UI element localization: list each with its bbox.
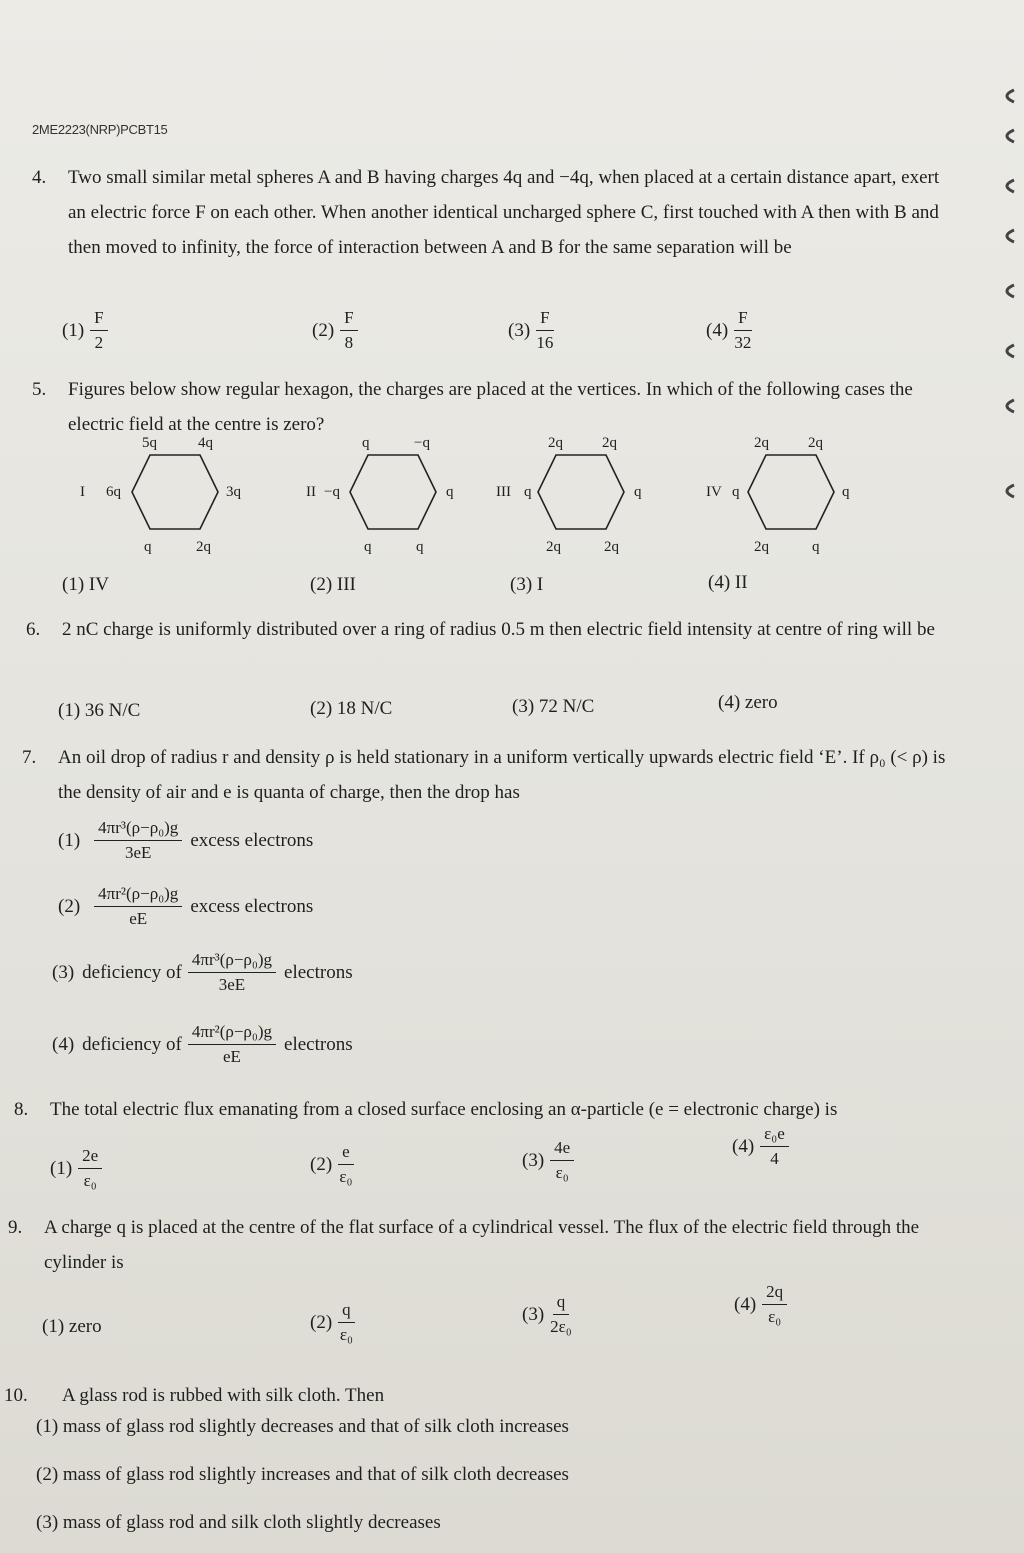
numerator: ε₀e <box>760 1124 789 1147</box>
question-8 <box>14 1092 964 1127</box>
option-label: (2) <box>310 698 333 719</box>
option-label: (2) <box>310 574 333 595</box>
denominator: 2ε₀ <box>550 1317 572 1336</box>
question-text: The total electric flux emanating from a closed surface enclosing an α-particle (e = electronic charge) is <box>50 1099 838 1120</box>
numerator: F <box>90 308 107 331</box>
option-1[interactable] <box>62 308 108 353</box>
option-4[interactable] <box>718 692 778 714</box>
option-text: zero <box>68 1316 102 1337</box>
numerator: q <box>553 1292 570 1315</box>
option-suffix: electrons <box>284 1033 353 1055</box>
option-label: (1) <box>50 1157 73 1179</box>
fraction <box>340 308 357 353</box>
option-label: (1) <box>58 829 81 851</box>
option-text: II <box>734 572 748 593</box>
fraction <box>78 1146 102 1191</box>
charge-label: 2q <box>808 435 823 451</box>
charge-label: 2q <box>548 435 563 451</box>
binding-rings <box>992 70 1022 550</box>
option-2[interactable] <box>310 1300 355 1345</box>
charge-label: 3q <box>226 484 241 500</box>
numerator: 4πr²(ρ−ρ₀)g <box>94 884 182 907</box>
denominator: 3eE <box>125 843 152 862</box>
option-3[interactable] <box>510 574 543 596</box>
option-2[interactable] <box>310 574 356 596</box>
option-suffix: electrons <box>284 961 353 983</box>
option-label: (4) <box>718 692 741 713</box>
fraction <box>550 1292 572 1337</box>
option-3[interactable] <box>522 1138 574 1183</box>
numerator: 4e <box>550 1138 574 1161</box>
question-number: 5. <box>32 379 47 400</box>
figure-id: II <box>306 484 316 500</box>
numerator: q <box>338 1300 355 1323</box>
option-label: (2) <box>310 1311 333 1333</box>
option-1[interactable] <box>62 574 109 596</box>
option-label: (2) <box>58 895 81 917</box>
option-text: 18 N/C <box>336 698 393 719</box>
charge-label: q <box>446 484 454 500</box>
fraction <box>338 1142 354 1187</box>
question-number: 6. <box>26 619 41 640</box>
option-label: (1) <box>58 700 81 721</box>
denominator: 2 <box>94 333 104 352</box>
fraction <box>94 884 182 929</box>
charge-label: q <box>362 435 370 451</box>
question-10 <box>4 1378 904 1413</box>
question-text: Figures below show regular hexagon, the charges are placed at the vertices. In which of the following cases the electric field at the centre is zero? <box>68 379 913 435</box>
charge-label: q <box>144 539 152 555</box>
option-label: (4) <box>708 572 731 593</box>
option-label: (1) <box>62 574 85 595</box>
option-3[interactable] <box>508 308 554 353</box>
denominator: ε₀ <box>768 1307 782 1326</box>
question-number: 8. <box>14 1099 29 1120</box>
charge-label: 5q <box>142 435 157 451</box>
question-number: 7. <box>22 747 37 768</box>
option-label: (3) <box>52 961 75 983</box>
denominator: eE <box>129 909 148 928</box>
fraction <box>762 1282 787 1327</box>
denominator: ε₀ <box>555 1163 569 1182</box>
numerator: 4πr²(ρ−ρ₀)g <box>188 1022 276 1045</box>
denominator: ε₀ <box>339 1167 353 1186</box>
option-suffix: excess electrons <box>190 895 314 917</box>
fraction <box>338 1300 355 1345</box>
fraction <box>188 1022 276 1067</box>
option-2[interactable] <box>310 1142 354 1187</box>
hexagon-figure-III <box>494 435 674 565</box>
hexagon-figure-II <box>306 435 506 565</box>
question-number: 4. <box>32 167 47 188</box>
numerator: F <box>536 308 553 331</box>
option-label: (3) <box>510 574 533 595</box>
charge-label: q <box>732 484 740 500</box>
question-7 <box>22 740 952 810</box>
charge-label: 2q <box>546 539 561 555</box>
option-label: (2) <box>310 1153 333 1175</box>
option-3[interactable] <box>36 1512 441 1534</box>
option-2[interactable] <box>312 308 358 353</box>
option-4[interactable] <box>732 1124 789 1169</box>
option-3[interactable] <box>52 950 353 995</box>
option-label: (1) <box>62 319 85 341</box>
option-1[interactable] <box>58 700 140 722</box>
option-label: (4) <box>732 1135 755 1157</box>
option-2[interactable] <box>310 698 392 720</box>
charge-label: 4q <box>198 435 213 451</box>
numerator: F <box>340 308 357 331</box>
denominator: ε₀ <box>339 1325 353 1344</box>
numerator: F <box>734 308 751 331</box>
paper-code: 2ME2223(NRP)PCBT15 <box>32 122 168 137</box>
question-5 <box>32 372 942 442</box>
question-9 <box>8 1210 978 1280</box>
fraction <box>536 308 553 353</box>
charge-label: q <box>812 539 820 555</box>
option-label: (3) <box>512 696 535 717</box>
option-text: mass of glass rod slightly decreases and that of silk cloth increases <box>62 1416 569 1437</box>
option-prefix: deficiency of <box>82 961 182 983</box>
option-text: III <box>336 574 356 595</box>
numerator: 4πr³(ρ−ρ₀)g <box>94 818 182 841</box>
charge-label: 2q <box>602 435 617 451</box>
charge-label: q <box>364 539 372 555</box>
fraction <box>760 1124 789 1169</box>
option-label: (3) <box>522 1303 545 1325</box>
fraction <box>550 1138 574 1183</box>
option-4[interactable] <box>706 308 752 353</box>
numerator: 2e <box>78 1146 102 1169</box>
fraction <box>90 308 107 353</box>
option-3[interactable] <box>512 696 594 718</box>
fraction <box>188 950 276 995</box>
option-1[interactable] <box>36 1416 569 1438</box>
numerator: e <box>338 1142 354 1165</box>
question-text: An oil drop of radius r and density ρ is held stationary in a uniform vertically upwards electric field ‘E’. If ρ₀ (< ρ) is the density of air and e is quanta of charge, then the drop has <box>58 747 946 803</box>
question-number: 10. <box>4 1385 28 1406</box>
figure-id: III <box>496 484 511 500</box>
option-4[interactable] <box>734 1282 787 1327</box>
option-2[interactable] <box>58 884 313 929</box>
charge-label: 2q <box>604 539 619 555</box>
option-label: (1) <box>36 1416 59 1437</box>
hexagon-shape <box>704 435 884 565</box>
question-text: Two small similar metal spheres A and B having charges 4q and −4q, when placed at a certain distance apart, exert an electric force F on each other. When another identical uncharged sphere C, first touched with A then with B and then moved to infinity, the force of interaction between A and B for the same separation will be <box>68 167 940 258</box>
option-label: (3) <box>522 1149 545 1171</box>
denominator: eE <box>222 1047 241 1066</box>
denominator: ε₀ <box>83 1171 97 1190</box>
charge-label: 6q <box>106 484 121 500</box>
question-text: 2 nC charge is uniformly distributed over a ring of radius 0.5 m then electric field intensity at centre of ring will be <box>62 619 935 640</box>
numerator: 2q <box>762 1282 787 1305</box>
option-label: (4) <box>52 1033 75 1055</box>
denominator: 32 <box>734 333 752 352</box>
option-text: 72 N/C <box>538 696 595 717</box>
option-2[interactable] <box>36 1464 569 1486</box>
option-text: 36 N/C <box>84 700 141 721</box>
charge-label: −q <box>324 484 340 500</box>
figure-id: IV <box>706 484 722 500</box>
hexagon-figure-IV <box>704 435 884 565</box>
option-4[interactable] <box>708 572 748 594</box>
option-text: I <box>536 574 544 595</box>
charge-label: q <box>524 484 532 500</box>
denominator: 4 <box>770 1149 779 1168</box>
charge-label: q <box>842 484 850 500</box>
fraction <box>94 818 182 863</box>
denominator: 16 <box>536 333 554 352</box>
option-1[interactable] <box>58 818 313 863</box>
option-label: (4) <box>734 1293 757 1315</box>
option-text: zero <box>744 692 778 713</box>
denominator: 3eE <box>218 975 246 994</box>
question-6 <box>26 612 946 647</box>
numerator: 4πr³(ρ−ρ₀)g <box>188 950 276 973</box>
option-text: IV <box>88 574 109 595</box>
hexagon-shape <box>494 435 674 565</box>
charge-label: 2q <box>754 435 769 451</box>
charge-label: 2q <box>754 539 769 555</box>
option-label: (1) <box>42 1316 65 1337</box>
charge-label: 2q <box>196 539 211 555</box>
charge-label: q <box>634 484 642 500</box>
denominator: 8 <box>344 333 354 352</box>
option-suffix: excess electrons <box>190 829 314 851</box>
option-1[interactable] <box>50 1146 102 1191</box>
option-label: (2) <box>36 1464 59 1485</box>
question-4 <box>32 160 942 265</box>
option-prefix: deficiency of <box>82 1033 182 1055</box>
fraction <box>734 308 751 353</box>
charge-label: −q <box>414 435 430 451</box>
question-text: A charge q is placed at the centre of the flat surface of a cylindrical vessel. The flux of the electric field through the cylinder is <box>44 1217 920 1273</box>
option-3[interactable] <box>522 1292 572 1337</box>
option-label: (3) <box>508 319 531 341</box>
question-number: 9. <box>8 1217 23 1238</box>
option-text: mass of glass rod and silk cloth slightly decreases <box>62 1512 441 1533</box>
option-4[interactable] <box>52 1022 353 1067</box>
option-1[interactable] <box>42 1316 102 1338</box>
charge-label: q <box>416 539 424 555</box>
hexagon-figure-I <box>80 435 280 565</box>
option-text: mass of glass rod slightly increases and that of silk cloth decreases <box>62 1464 569 1485</box>
question-text: A glass rod is rubbed with silk cloth. Then <box>62 1385 385 1406</box>
figure-id: I <box>80 484 85 500</box>
option-label: (3) <box>36 1512 59 1533</box>
option-label: (2) <box>312 319 335 341</box>
option-label: (4) <box>706 319 729 341</box>
